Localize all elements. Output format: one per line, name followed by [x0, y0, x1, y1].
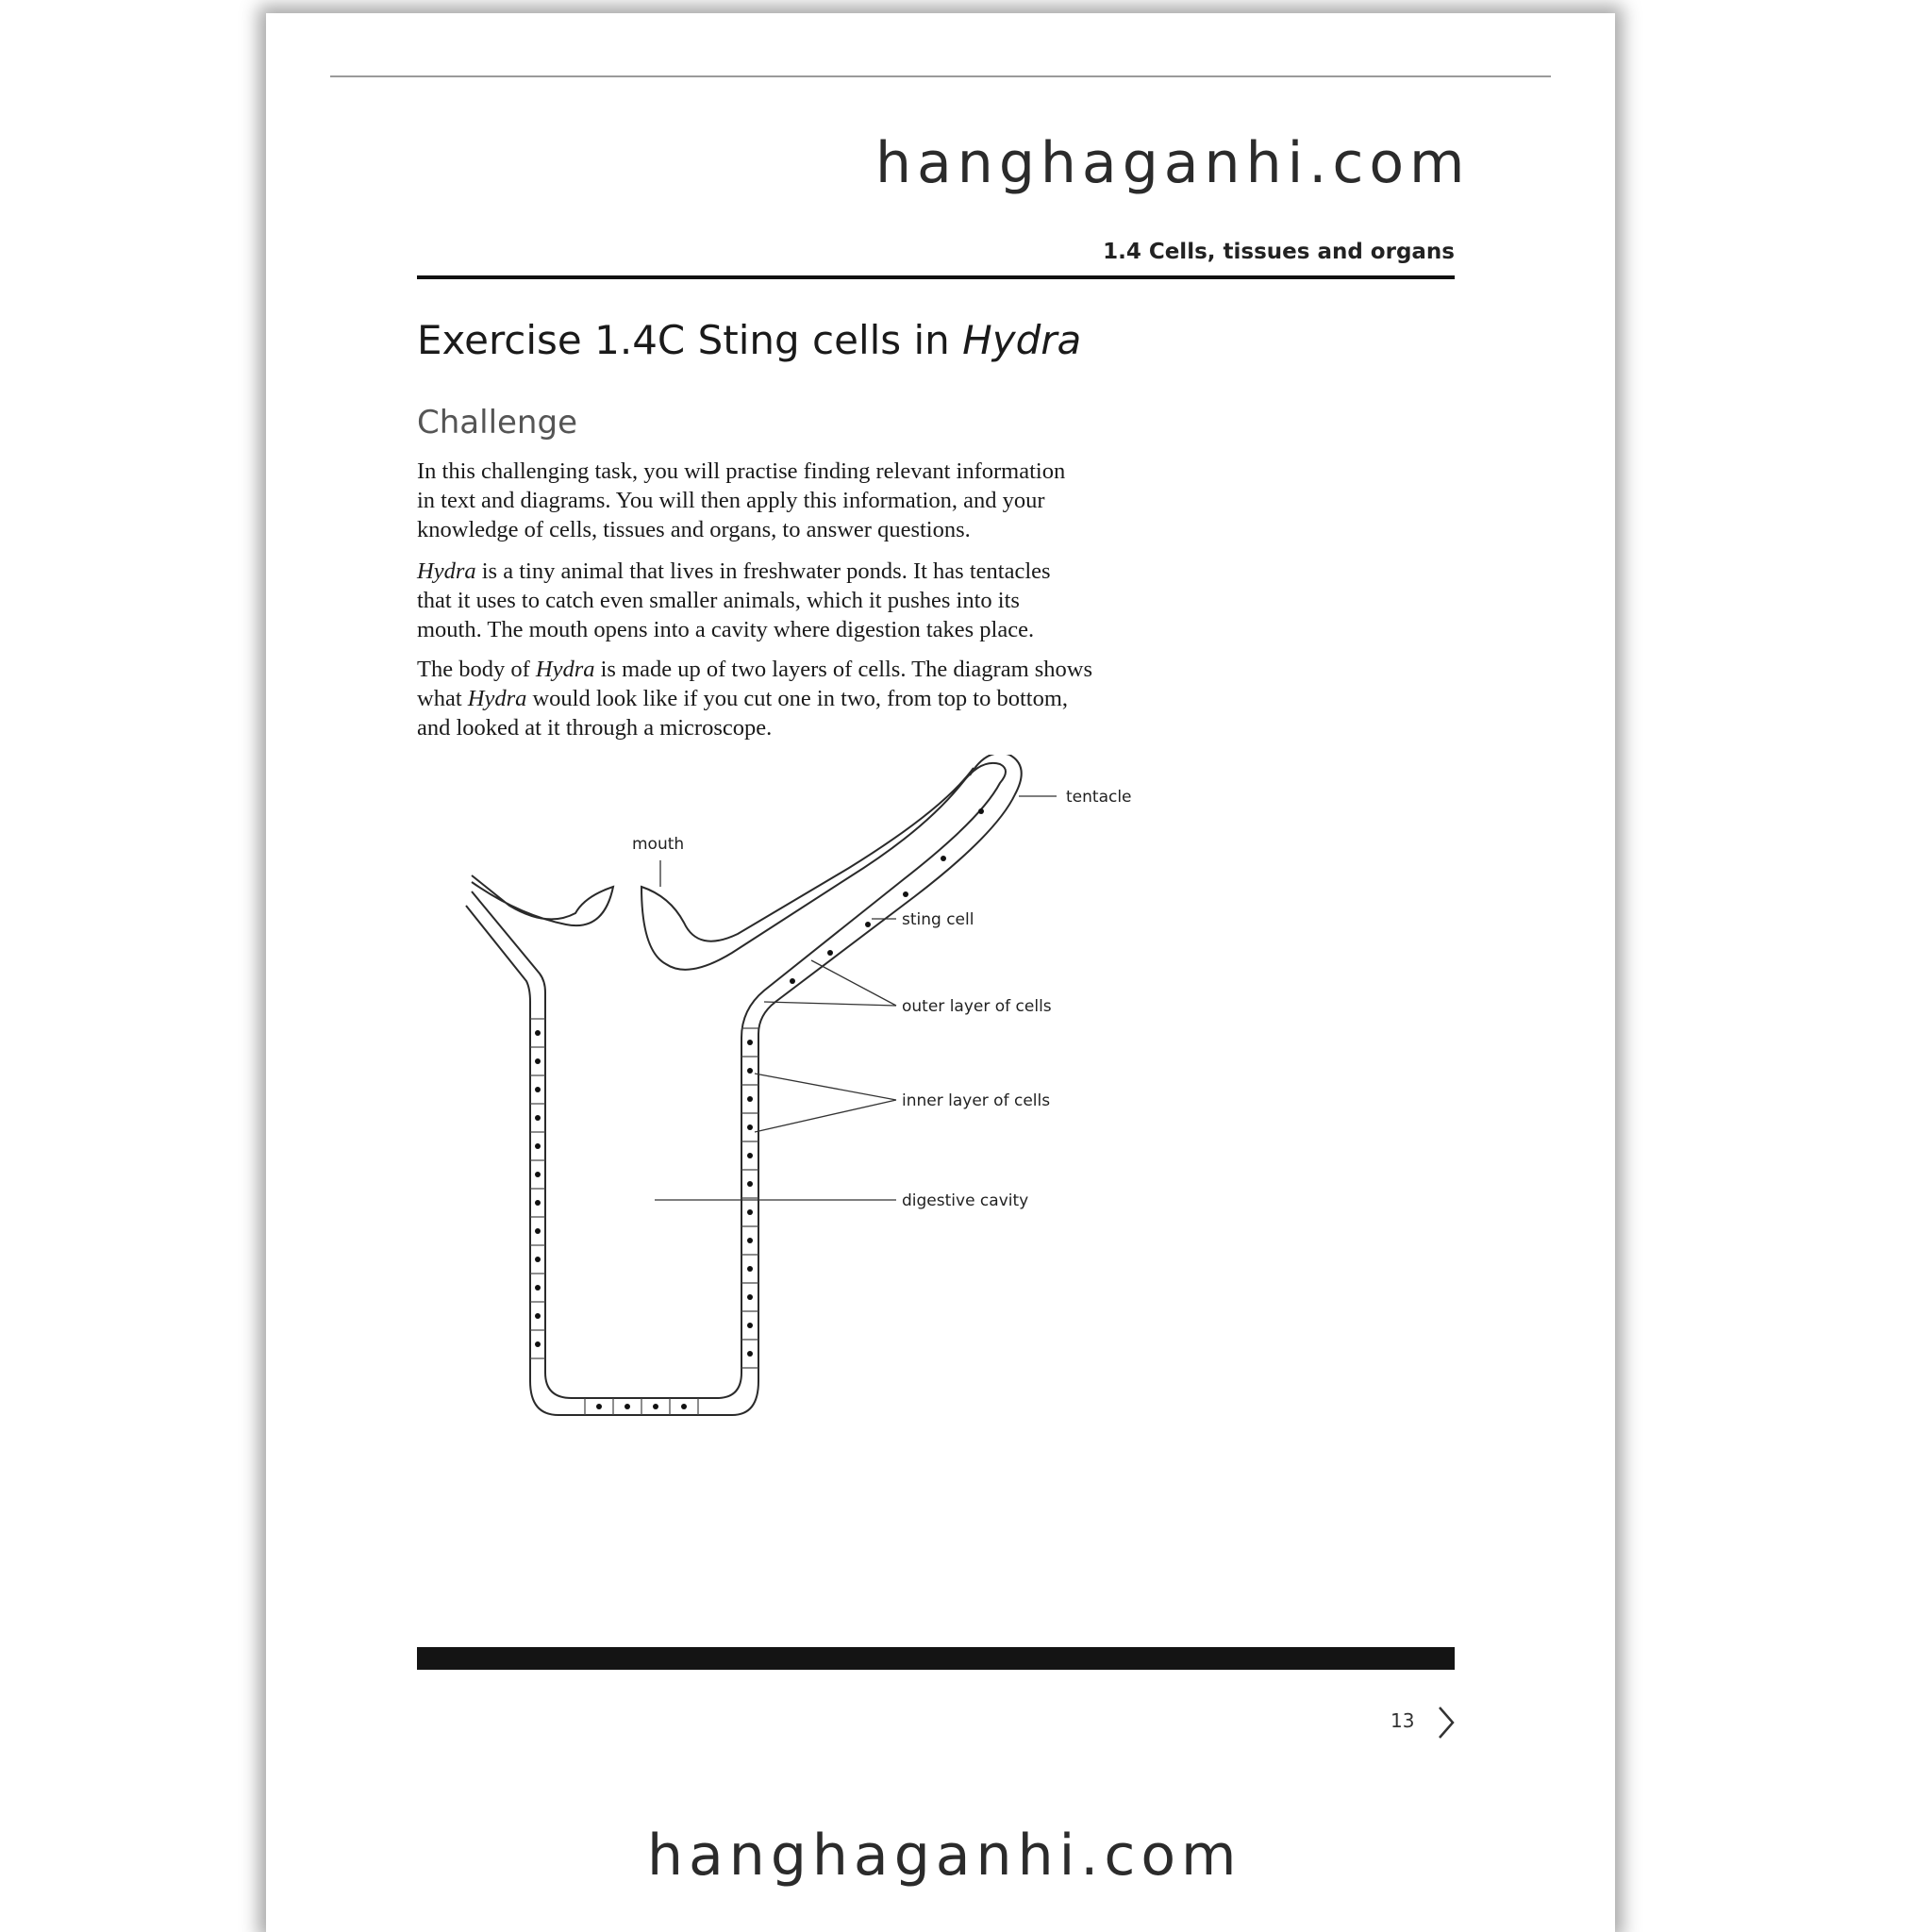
top-divider — [330, 75, 1551, 77]
exercise-title-italic: Hydra — [962, 317, 1082, 363]
para3-line — [417, 655, 1191, 684]
cell-divisions — [530, 1019, 758, 1415]
page-number: 13 — [1391, 1709, 1415, 1732]
label-mouth: mouth — [632, 835, 685, 854]
para3-line1-b: is made up of two layers of cells. The diagram shows — [594, 657, 1093, 682]
para3-line2-a: what — [417, 686, 468, 711]
label-tentacle: tentacle — [1066, 788, 1132, 807]
diagram-labels — [632, 788, 1132, 1210]
label-digestive-cavity: digestive cavity — [902, 1191, 1029, 1210]
hydra-diagram — [453, 755, 1170, 1434]
exercise-title — [417, 317, 1081, 363]
para2-line: mouth. The mouth opens into a cavity where digestion takes place. — [417, 617, 1035, 642]
para2-line: that it uses to catch even smaller animals, which it pushes into its — [417, 588, 1020, 613]
paragraph-body — [417, 655, 1191, 742]
para1-line: In this challenging task, you will practise finding relevant information — [417, 458, 1066, 484]
paragraph-hydra — [417, 557, 1191, 644]
footer-bar — [417, 1647, 1455, 1670]
label-sting-cell: sting cell — [902, 910, 974, 929]
hydra-italic: Hydra — [467, 686, 527, 711]
header-rule — [417, 275, 1455, 279]
para3-line: and looked at it through a microscope. — [417, 715, 773, 741]
label-inner-layer: inner layer of cells — [902, 1091, 1051, 1110]
para3-line2-b: would look like if you cut one in two, from top to bottom, — [526, 686, 1069, 711]
para1-line: in text and diagrams. You will then apply this information, and your — [417, 488, 1045, 513]
hydra-italic: Hydra — [417, 558, 476, 584]
para3-line1-a: The body of — [417, 657, 536, 682]
para2-line — [417, 557, 1191, 586]
chevron-right-icon[interactable] — [1434, 1704, 1458, 1741]
watermark-bottom: hanghaganhi.com — [647, 1823, 1242, 1889]
running-head: 1.4 Cells, tissues and organs — [1103, 240, 1455, 264]
paragraph-intro — [417, 457, 1191, 544]
para1-line: knowledge of cells, tissues and organs, to answer questions. — [417, 517, 971, 542]
hydra-italic: Hydra — [535, 657, 595, 682]
para3-line — [417, 684, 1191, 713]
para2-line1-rest: is a tiny animal that lives in freshwater ponds. It has tentacles — [475, 558, 1051, 584]
challenge-subheading: Challenge — [417, 404, 577, 441]
exercise-title-prefix: Exercise 1.4C Sting cells in — [417, 317, 963, 363]
label-outer-layer: outer layer of cells — [902, 997, 1052, 1016]
watermark-top: hanghaganhi.com — [875, 130, 1471, 196]
